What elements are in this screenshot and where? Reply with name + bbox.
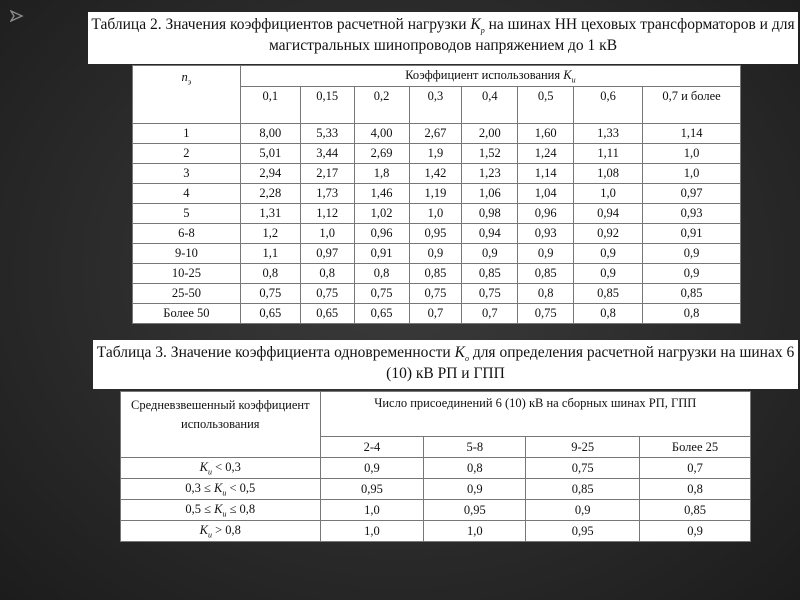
value-cell: 0,97 [300, 244, 354, 264]
table3 [120, 391, 751, 542]
value-cell: 1,73 [300, 184, 354, 204]
ki-symbol-sub: и [571, 75, 576, 85]
ki-range-post: ≤ 0,8 [226, 501, 256, 516]
value-cell: 0,95 [409, 224, 462, 244]
table3-header-row [121, 392, 751, 437]
value-cell: 0,95 [320, 479, 424, 500]
value-cell: 1,14 [643, 124, 741, 144]
count-header: Более 25 [640, 437, 751, 458]
value-cell: 0,91 [354, 244, 409, 264]
ne-cell: Более 50 [133, 304, 241, 324]
value-cell: 1,46 [354, 184, 409, 204]
table-row [121, 458, 751, 479]
value-cell: 0,65 [300, 304, 354, 324]
value-cell: 1,11 [574, 144, 643, 164]
table-row [133, 304, 741, 324]
value-cell: 0,96 [354, 224, 409, 244]
value-cell: 3,44 [300, 144, 354, 164]
table2 [132, 65, 741, 324]
ki-range-cell [121, 521, 321, 542]
value-cell: 0,9 [643, 244, 741, 264]
value-cell: 0,9 [518, 244, 574, 264]
table-row [133, 264, 741, 284]
value-cell: 0,85 [462, 264, 518, 284]
value-cell: 1,42 [409, 164, 462, 184]
table2-corner-cell [133, 66, 241, 124]
table-row [133, 244, 741, 264]
value-cell: 0,95 [424, 500, 526, 521]
count-header: 9-25 [526, 437, 640, 458]
count-header: 5-8 [424, 437, 526, 458]
value-cell: 1,24 [518, 144, 574, 164]
value-cell: 1,9 [409, 144, 462, 164]
ki-range-cell [121, 458, 321, 479]
value-cell: 1,60 [518, 124, 574, 144]
value-cell: 0,8 [574, 304, 643, 324]
value-cell: 0,92 [574, 224, 643, 244]
value-cell: 1,31 [240, 204, 300, 224]
value-cell: 2,00 [462, 124, 518, 144]
kp-symbol: K [470, 16, 481, 33]
value-cell: 0,7 [462, 304, 518, 324]
ne-cell: 5 [133, 204, 241, 224]
value-cell: 1,14 [518, 164, 574, 184]
value-cell: 0,85 [640, 500, 751, 521]
coef-header: 0,4 [462, 87, 518, 124]
table-row [121, 479, 751, 500]
table-row [133, 224, 741, 244]
value-cell: 0,8 [640, 479, 751, 500]
value-cell: 2,67 [409, 124, 462, 144]
value-cell: 0,97 [643, 184, 741, 204]
value-cell: 8,00 [240, 124, 300, 144]
value-cell: 0,9 [643, 264, 741, 284]
value-cell: 1,0 [424, 521, 526, 542]
value-cell: 1,1 [240, 244, 300, 264]
table-row [133, 204, 741, 224]
value-cell: 0,75 [462, 284, 518, 304]
value-cell: 1,0 [320, 500, 424, 521]
value-cell: 0,65 [240, 304, 300, 324]
value-cell: 0,75 [354, 284, 409, 304]
ki-symbol: К [563, 67, 572, 82]
ko-symbol-sub: о [464, 354, 469, 364]
table3-row-header: Средневзвешенный коэффициент использования [121, 392, 321, 458]
table2-title [88, 12, 798, 64]
table3-title-text-post: для определения расчетной нагрузки на шинах 6 (10) кВ РП и ГПП [386, 344, 795, 383]
value-cell: 0,85 [574, 284, 643, 304]
value-cell: 0,9 [574, 264, 643, 284]
value-cell: 1,52 [462, 144, 518, 164]
ki-range-sub: и [207, 467, 212, 477]
value-cell: 1,33 [574, 124, 643, 144]
value-cell: 2,69 [354, 144, 409, 164]
table2-title-text-pre: Таблица 2. Значения коэффициентов расчетной нагрузки [91, 16, 471, 33]
value-cell: 0,85 [518, 264, 574, 284]
ki-range-cell [121, 479, 321, 500]
ki-range-pre: 0,3 ≤ [185, 480, 215, 495]
ki-range-sym: К [199, 459, 208, 474]
ki-range-sym: К [214, 501, 223, 516]
coef-header: 0,2 [354, 87, 409, 124]
value-cell: 1,04 [518, 184, 574, 204]
table2-title-text-post: на шинах НН цеховых трансформаторов и для магистральных шинопроводов напряжением до 1 кВ [268, 16, 795, 55]
ne-cell: 25-50 [133, 284, 241, 304]
group-header-text: Коэффициент использования [405, 67, 564, 82]
value-cell: 2,28 [240, 184, 300, 204]
value-cell: 0,85 [643, 284, 741, 304]
value-cell: 1,0 [320, 521, 424, 542]
value-cell: 0,91 [643, 224, 741, 244]
value-cell: 0,98 [462, 204, 518, 224]
table2-group-header [240, 66, 740, 87]
ki-range-sub: и [207, 530, 212, 540]
value-cell: 1,02 [354, 204, 409, 224]
value-cell: 0,8 [354, 264, 409, 284]
value-cell: 1,06 [462, 184, 518, 204]
ki-range-sym: К [214, 480, 223, 495]
value-cell: 5,33 [300, 124, 354, 144]
value-cell: 1,0 [574, 184, 643, 204]
ko-symbol: K [454, 344, 465, 361]
value-cell: 0,94 [462, 224, 518, 244]
value-cell: 1,0 [643, 164, 741, 184]
value-cell: 0,7 [409, 304, 462, 324]
ki-range-post: < 0,5 [226, 480, 256, 495]
ne-cell: 6-8 [133, 224, 241, 244]
table-row [133, 184, 741, 204]
value-cell: 4,00 [354, 124, 409, 144]
ki-range-post: < 0,3 [211, 459, 241, 474]
value-cell: 0,9 [409, 244, 462, 264]
value-cell: 0,75 [300, 284, 354, 304]
value-cell: 0,9 [462, 244, 518, 264]
value-cell: 0,9 [574, 244, 643, 264]
value-cell: 0,9 [320, 458, 424, 479]
table2-header-row [133, 66, 741, 87]
value-cell: 2,94 [240, 164, 300, 184]
coef-header: 0,1 [240, 87, 300, 124]
table-row [133, 144, 741, 164]
value-cell: 1,0 [409, 204, 462, 224]
table-row [121, 521, 751, 542]
value-cell: 0,8 [518, 284, 574, 304]
ne-label-sub: э [187, 77, 192, 87]
ne-cell: 10-25 [133, 264, 241, 284]
ki-range-pre: 0,5 ≤ [185, 501, 215, 516]
table3-group-header: Число присоединений 6 (10) кВ на сборных шинах РП, ГПП [320, 392, 750, 437]
value-cell: 2,17 [300, 164, 354, 184]
ne-cell: 1 [133, 124, 241, 144]
value-cell: 0,75 [240, 284, 300, 304]
value-cell: 0,9 [526, 500, 640, 521]
value-cell: 0,94 [574, 204, 643, 224]
table2-body [133, 124, 741, 324]
value-cell: 1,0 [300, 224, 354, 244]
ne-cell: 9-10 [133, 244, 241, 264]
coef-header: 0,5 [518, 87, 574, 124]
ki-range-cell [121, 500, 321, 521]
nav-arrow-icon[interactable] [10, 10, 24, 22]
value-cell: 0,65 [354, 304, 409, 324]
value-cell: 0,8 [424, 458, 526, 479]
value-cell: 0,7 [640, 458, 751, 479]
ki-range-post: > 0,8 [211, 522, 241, 537]
value-cell: 0,85 [526, 479, 640, 500]
value-cell: 1,08 [574, 164, 643, 184]
coef-header: 0,15 [300, 87, 354, 124]
ki-range-sym: К [199, 522, 208, 537]
value-cell: 0,8 [300, 264, 354, 284]
value-cell: 0,9 [640, 521, 751, 542]
table3-title-text-pre: Таблица 3. Значение коэффициента одновременности [96, 344, 455, 361]
value-cell: 0,85 [409, 264, 462, 284]
value-cell: 0,8 [643, 304, 741, 324]
ne-label: n [181, 70, 188, 84]
value-cell: 0,75 [409, 284, 462, 304]
value-cell: 1,2 [240, 224, 300, 244]
ki-range-sub: и [222, 509, 227, 519]
table-row [133, 164, 741, 184]
ne-cell: 2 [133, 144, 241, 164]
kp-symbol-sub: р [480, 26, 485, 36]
value-cell: 1,8 [354, 164, 409, 184]
value-cell: 0,75 [526, 458, 640, 479]
value-cell: 5,01 [240, 144, 300, 164]
coef-header: 0,6 [574, 87, 643, 124]
value-cell: 0,95 [526, 521, 640, 542]
value-cell: 0,8 [240, 264, 300, 284]
table3-title [93, 340, 798, 389]
value-cell: 0,93 [518, 224, 574, 244]
value-cell: 0,93 [643, 204, 741, 224]
value-cell: 1,23 [462, 164, 518, 184]
value-cell: 0,75 [518, 304, 574, 324]
table3-body [121, 458, 751, 542]
value-cell: 0,96 [518, 204, 574, 224]
value-cell: 1,0 [643, 144, 741, 164]
count-header: 2-4 [320, 437, 424, 458]
ne-cell: 3 [133, 164, 241, 184]
table-row [133, 284, 741, 304]
table-row [121, 500, 751, 521]
coef-header: 0,7 и более [643, 87, 741, 124]
value-cell: 1,12 [300, 204, 354, 224]
value-cell: 0,9 [424, 479, 526, 500]
table-row [133, 124, 741, 144]
value-cell: 1,19 [409, 184, 462, 204]
ne-cell: 4 [133, 184, 241, 204]
coef-header: 0,3 [409, 87, 462, 124]
ki-range-sub: и [222, 488, 227, 498]
